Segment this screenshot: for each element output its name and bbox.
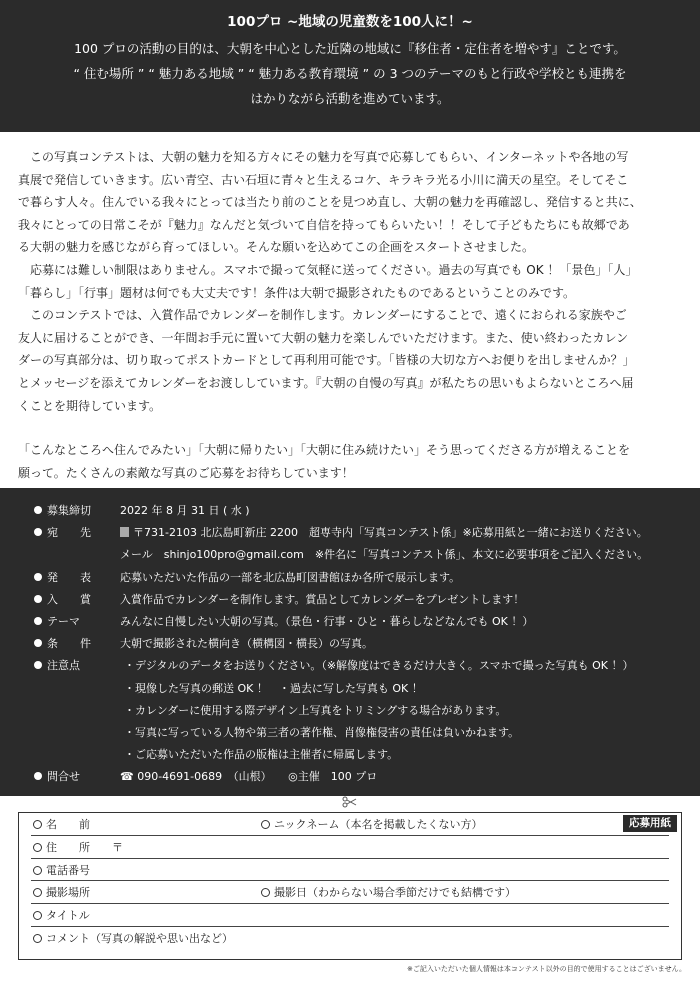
note-item: ・ご応募いただいた作品の版権は主催者に帰属します。: [124, 748, 399, 762]
comment-field-label: コメント（写真の解説や思い出など）: [46, 931, 233, 945]
bullet-icon: [34, 772, 42, 780]
contest-details: [0, 488, 700, 796]
bullet-icon: [34, 506, 42, 514]
contact-value: ☎ 090-4691-0689 （山根） ◎主催 100 プロ: [120, 770, 378, 784]
announce-row: [0, 567, 700, 589]
form-row-comment[interactable]: [31, 927, 669, 950]
header-banner: [0, 0, 700, 132]
body-line: 真展で発信していきます。広い青空、古い石垣に青々と生えるコケ、キラキラ光る小川に満天の星空。そしてそこ: [18, 172, 629, 187]
theme-value: みんなに自慢したい大朝の写真。（景色・行事・ひと・暮らしなどなんでも OK ！）: [120, 614, 534, 628]
body-line: とメッセージを添えてカレンダーをお渡ししています。『大朝の自慢の写真』が私たちの思いもよらないところへ届: [18, 375, 634, 390]
circle-icon: [261, 820, 270, 829]
form-badge: 応募用紙: [623, 815, 677, 832]
note-item: ・写真に写っている人物や第三者の著作権、肖像権侵害の責任は負いかねます。: [124, 725, 520, 739]
body-line: 我々にとっての日常こそが『魅力』なんだと気づいて自信を持ってもらいたい！！そして子どもたちにも故郷であ: [18, 217, 630, 232]
announce-label: 発 表: [47, 570, 91, 584]
body-line: くことを期待しています。: [18, 398, 162, 413]
postmark-icon: [120, 527, 129, 537]
intro-line-2: “ 住む場所 ” “ 魅力ある地域 ” “ 魅力ある教育環境 ” の 3 つのテーマのもと行政や学校とも連携を: [73, 66, 627, 81]
intro-line-3: はかりながら活動を進めています。: [250, 91, 450, 106]
closing-line: 「こんなところへ住んでみたい」「大朝に帰りたい」「大朝に住み続けたい」そう思ってくださる方が増えることを: [18, 443, 631, 458]
circle-icon: [33, 820, 42, 829]
announce-value: 応募いただいた作品の一部を北広島町図書館ほか各所で展示します。: [120, 570, 461, 584]
title-field-label: タイトル: [46, 909, 90, 923]
deadline-value: 2022 年 8 月 31 日 ( 水 ): [120, 504, 250, 517]
name-field-label: 名 前: [46, 818, 90, 831]
body-line: で暮らす人々。住んでいる我々にとっては当たり前のことを見つめ直し、大朝の魅力を再確認し、発信すると共に、: [18, 195, 642, 210]
body-line: 「暮らし」「行事」題材は何でも大丈夫です！条件は大朝で撮影されたものであるということのみです。: [18, 285, 576, 300]
bullet-icon: [34, 617, 42, 625]
place-field-label: 撮影場所: [46, 886, 90, 900]
theme-label: テーマ: [47, 614, 80, 628]
note-item: ・現像した写真の郵送 OK ！ ・過去に写した写真も OK ！: [124, 681, 423, 695]
form-row-address[interactable]: [31, 836, 669, 859]
prize-row: [0, 589, 700, 611]
mail-value: メール shinjo100pro@gmail.com ※件名に「写真コンテスト係」、本文に必要事項をご記入ください。: [120, 548, 649, 562]
address-label: 宛 先: [47, 526, 91, 540]
prize-value: 入賞作品でカレンダーを制作します。賞品としてカレンダーをプレゼントします！: [120, 592, 525, 606]
note-item: ・カレンダーに使用する際デザイン上写真をトリミングする場合があります。: [124, 703, 507, 717]
address-field-label: 住 所 〒: [46, 840, 123, 854]
phone-field-label: 電話番号: [46, 863, 90, 877]
deadline-row: [0, 500, 700, 522]
form-row-phone[interactable]: [31, 859, 669, 882]
mail-row: [0, 544, 700, 566]
deadline-label: 募集締切: [47, 504, 91, 517]
contact-label: 問合せ: [47, 770, 80, 784]
bullet-icon: [34, 639, 42, 647]
closing-line: 願って。たくさんの素敵な写真のご応募をお待ちしています！: [18, 465, 354, 480]
body-line: この写真コンテストは、大朝の魅力を知る方々にその魅力を写真で応募してもらい、インターネットや各地の写: [18, 150, 629, 164]
circle-icon: [261, 888, 270, 897]
prize-label: 入 賞: [47, 592, 91, 606]
bullet-icon: [34, 595, 42, 603]
theme-row: [0, 611, 700, 633]
form-row-place[interactable]: [31, 881, 669, 904]
nickname-field-label: ニックネーム（本名を掲載したくない方）: [274, 818, 483, 831]
notes-label: 注意点: [47, 659, 80, 673]
date-field-label: 撮影日（わからない場合季節だけでも結構です）: [274, 886, 516, 900]
circle-icon: [33, 911, 42, 920]
body-line: このコンテストでは、入賞作品でカレンダーを制作します。カレンダーにすることで、遠くにおられる家族やご: [18, 308, 627, 323]
address-value: 〒731-2103 北広島町新庄 2200 超専寺内「写真コンテスト係」※応募用紙と一緒にお送りください。: [133, 526, 648, 540]
entry-form: [18, 812, 682, 960]
circle-icon: [33, 934, 42, 943]
description-section: [0, 132, 700, 488]
body-line: ダーの写真部分は、切り取ってポストカードとして再利用可能です。「皆様の大切な方へお便りを出しませんか？」: [18, 353, 635, 368]
condition-value: 大朝で撮影された横向き（横構図・横長）の写真。: [120, 637, 373, 651]
bullet-icon: [34, 528, 42, 536]
address-row: [0, 522, 700, 544]
privacy-footnote: ※ご記入いただいた個人情報は本コンテスト以外の目的で使用することはございません。: [406, 965, 686, 973]
scissors-icon: [342, 796, 358, 808]
note-item: ・デジタルのデータをお送りください。（※解像度はできるだけ大きく。スマホで撮った写真も OK ！）: [124, 659, 634, 673]
form-row-name[interactable]: [31, 813, 669, 836]
page-title: 100プロ ~地域の児童数を100人に！~: [227, 14, 473, 30]
body-line: 友人に届けることができ、一年間お手元に置いて大朝の魅力を楽しんでいただけます。また、使い終わったカレン: [18, 330, 629, 345]
intro-line-1: 100 プロの活動の目的は、大朝を中心とした近隣の地域に『移住者・定住者を増やす』ことです。: [74, 41, 626, 56]
condition-row: [0, 633, 700, 655]
bullet-icon: [34, 661, 42, 669]
circle-icon: [33, 866, 42, 875]
contact-row: [0, 766, 700, 788]
body-line: る大朝の魅力を感じながら育ってほしい。そんな願いを込めてこの企画をスタートさせました。: [18, 240, 535, 255]
form-row-title[interactable]: [31, 904, 669, 927]
bullet-icon: [34, 573, 42, 581]
body-line: 応募には難しい制限はありません。スマホで撮って気軽に送ってください。過去の写真でも OK ！「景色」「人」: [18, 262, 638, 277]
condition-label: 条 件: [47, 637, 91, 651]
cut-line: [0, 796, 700, 810]
circle-icon: [33, 888, 42, 897]
circle-icon: [33, 843, 42, 852]
notes-row: [0, 655, 700, 677]
